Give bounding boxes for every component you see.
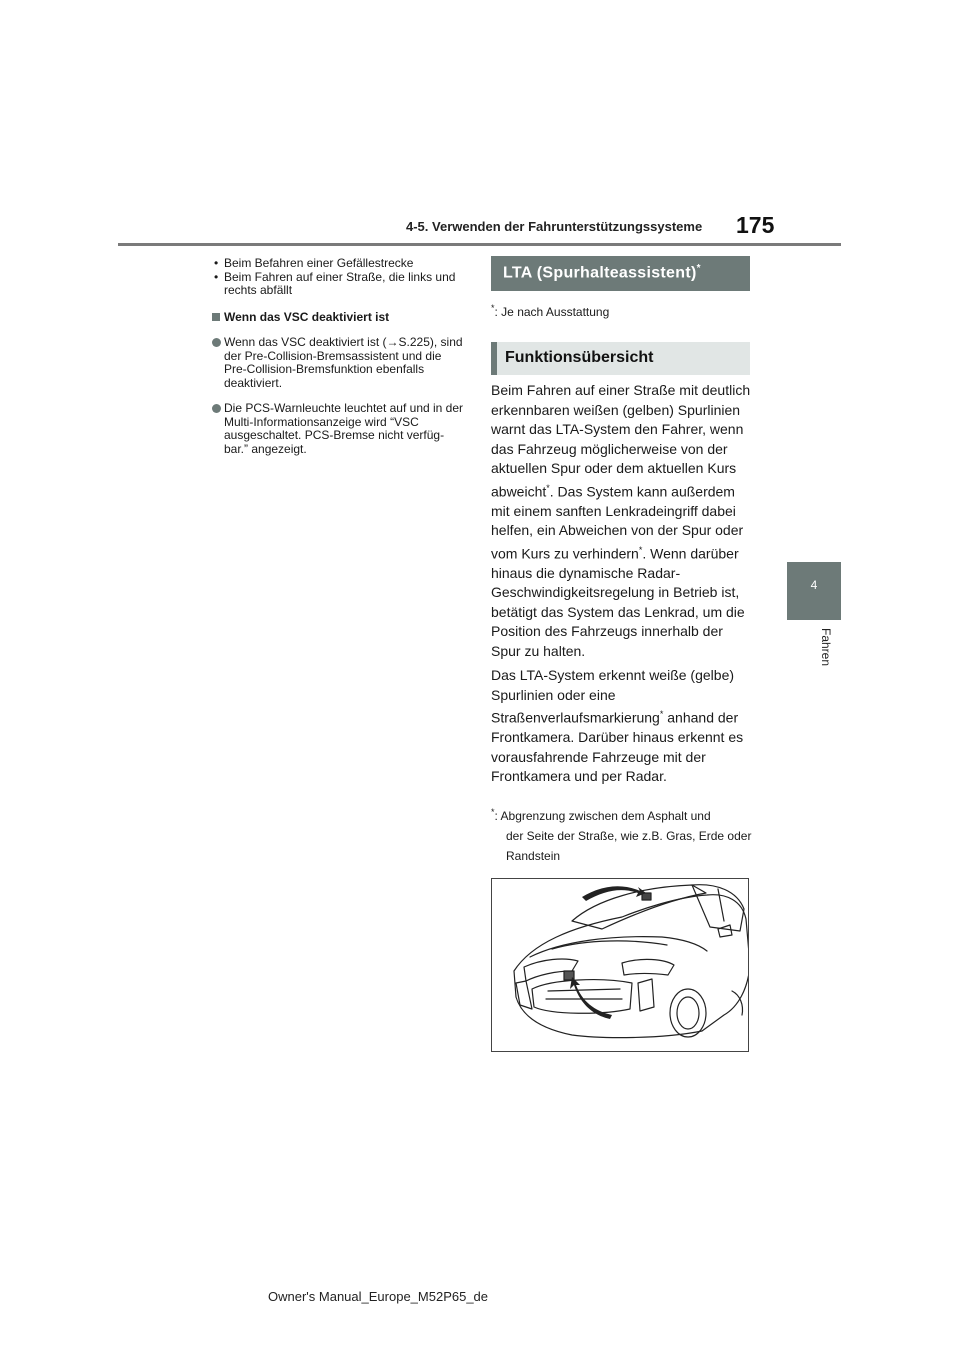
bullet-icon: • bbox=[214, 256, 219, 270]
footnote-marker: * bbox=[546, 482, 550, 493]
paragraph-text: Das LTA-System erkennt weiße (gelbe) Spurlinien oder eine Straßenverlaufsmarkierung bbox=[491, 667, 735, 726]
footnote-text: : Je nach Ausstattung bbox=[494, 305, 610, 319]
section-heading bbox=[503, 263, 701, 282]
circle-bullet-icon bbox=[212, 338, 221, 347]
paragraph-text: . Wenn darüber hinaus die dynamische Radar-Geschwindigkeitsregelung in Betrieb ist, betätigt das System das Lenkrad, um die Position des Fahrzeugs innerhalb der Spur zu halten. bbox=[491, 545, 745, 659]
circle-bullet-icon bbox=[212, 404, 221, 413]
paragraph bbox=[212, 402, 467, 456]
footnote-text: der Seite der Straße, wie z.B. Gras, Erde oder Randstein bbox=[506, 829, 752, 863]
paragraph bbox=[491, 666, 753, 787]
chapter-label: Fahren bbox=[819, 628, 833, 667]
list-item-text: Beim Fahren auf einer Straße, die links und rechts abfällt bbox=[224, 269, 456, 297]
paragraph-text: . Das System kann außerdem mit einem sanften Lenkradeingriff dabei helfen, ein Abweichen von der Spur oder vom Kurs zu verhindern bbox=[491, 483, 744, 562]
subsection-heading: Funktionsübersicht bbox=[505, 349, 654, 366]
section-heading-text: LTA (Spurhalteassistent) bbox=[503, 264, 697, 282]
footnote-text: : Abgrenzung zwischen dem Asphalt und bbox=[494, 809, 711, 823]
footnote-line bbox=[491, 802, 753, 826]
car-sensor-illustration bbox=[491, 878, 749, 1052]
list-item bbox=[212, 271, 467, 298]
body-text bbox=[491, 381, 753, 787]
list-item bbox=[212, 257, 467, 271]
paragraph bbox=[212, 336, 467, 390]
footnote-road-edge bbox=[491, 802, 753, 866]
paragraph-text: anhand der Frontkamera. Darüber hinaus erkennt es vorausfahrende Fahrzeuge mit der Frontkamera und per Radar. bbox=[491, 709, 744, 785]
paragraph-text: Beim Fahren auf einer Straße mit deutlich erkennbaren weißen (gelben) Spurlinien warnt das LTA-System den Fahrer, wenn das Fahrzeug möglicherweise von der aktuellen Spur oder dem aktuellen Kurs abweicht bbox=[491, 382, 751, 500]
subheading bbox=[212, 311, 467, 325]
subsection-heading-accent bbox=[491, 342, 497, 375]
section-title: 4-5. Verwenden der Fahrunterstützungssysteme bbox=[406, 219, 703, 234]
left-column bbox=[212, 257, 467, 456]
paragraph-text: Die PCS-Warnleuchte leuchtet auf und in der Multi-Informationsanzeige wird “VSC ausgeschaltet. PCS-Bremse nicht verfüg-bar.” angezeigt. bbox=[224, 401, 464, 456]
page-number: 175 bbox=[736, 212, 775, 238]
footnote-marker: * bbox=[659, 709, 664, 720]
paragraph-text: Wenn das VSC deaktiviert ist (→S.225), sind der Pre-Collision-Bremsassistent und die Pre-Collision-Bremsfunktion ebenfalls deaktiviert. bbox=[224, 335, 463, 390]
chapter-number: 4 bbox=[810, 578, 818, 592]
footnote-marker: * bbox=[696, 263, 701, 274]
paragraph bbox=[491, 381, 753, 661]
subheading-text: Wenn das VSC deaktiviert ist bbox=[224, 309, 390, 324]
list-item-text: Beim Befahren einer Gefällestrecke bbox=[224, 256, 414, 270]
manual-id: Owner's Manual_Europe_M52P65_de bbox=[268, 1289, 489, 1304]
footnote-marker: * bbox=[638, 544, 643, 555]
header-divider bbox=[118, 243, 841, 246]
footnote-marker: * bbox=[491, 807, 495, 817]
square-bullet-icon bbox=[212, 313, 220, 321]
footnote-marker: * bbox=[491, 303, 495, 313]
footnote-equipment bbox=[491, 303, 609, 319]
bullet-icon: • bbox=[214, 269, 219, 284]
car-illustration-svg bbox=[492, 879, 749, 1052]
